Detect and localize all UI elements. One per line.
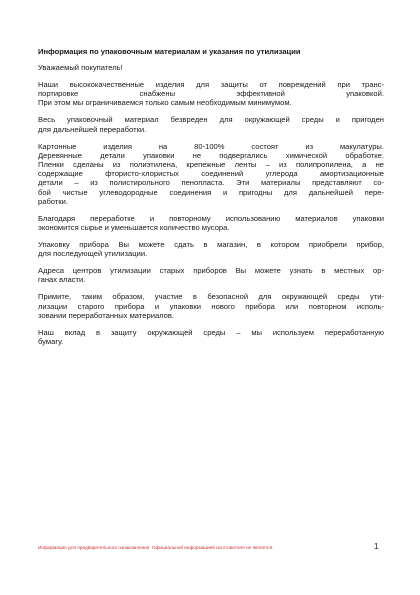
paragraph-line: Наш вклад в защиту окружающей среды – мы используем переработанную <box>38 327 384 337</box>
paragraph <box>38 142 384 206</box>
paragraph <box>38 292 384 320</box>
paragraph <box>38 214 384 232</box>
paragraph-line: Картонные изделия на 80-100% состоят из макулатуры. <box>38 141 384 151</box>
paragraph-line: Адреса центров утилизации старых приборов Вы можете узнать в местных ор- <box>38 266 384 276</box>
disclaimer-note: Информация для предварительного ознакомления. Официальной информацией изготовителя не является. <box>38 545 274 550</box>
paragraph-line: Наши высококачественные изделия для защиты от повреждений при транс- <box>38 80 384 89</box>
document-body <box>38 63 384 346</box>
paragraph-line: Весь упаковочный материал безвреден для окружающей среды и пригоден <box>38 115 384 125</box>
paragraph-line: Примите, таким образом, участие в безопасной для окружающей среды ути- <box>38 292 384 302</box>
paragraph <box>38 240 384 258</box>
paragraph <box>38 328 384 346</box>
paragraph-line: лизации старого прибора и упаковки нового прибора или повторном исполь- <box>38 301 384 311</box>
paragraph <box>38 80 384 108</box>
paragraph-line: работки. <box>38 196 69 206</box>
paragraph-line: содержащие фтористо-хлористых соединений углерода амортизационные <box>38 169 384 179</box>
paragraph-line: бой чистые углеводородные соединения и пригодны для дальнейшей пере- <box>38 187 384 197</box>
paragraph-line: Благодаря переработке и повторному использованию материалов упаковки <box>38 213 384 223</box>
paragraph <box>38 115 384 133</box>
paragraph-line: Упаковку прибора Вы можете сдать в магазин, в котором приобрели прибор, <box>38 240 384 250</box>
paragraph <box>38 63 384 72</box>
paragraph <box>38 266 384 284</box>
page-number: 1 <box>374 542 379 551</box>
paragraph-line: зовании переработанных материалов. <box>38 310 175 320</box>
paragraph-line: Пленки сделаны из полиэтилена, крепежные ленты – из полипропилена, а не <box>38 160 384 170</box>
document-page <box>38 47 384 354</box>
paragraph-line: экономится сырье и уменьшается количество мусора. <box>38 223 230 233</box>
paragraph-line: для последующей утилизации. <box>38 249 148 259</box>
paragraph-line: Уважаемый покупатель! <box>38 63 123 72</box>
paragraph-line: Деревянные детали упаковки не подвергались химической обработке. <box>38 150 384 160</box>
document-title: Информация по упаковочным материалам и указания по утилизации <box>38 47 301 56</box>
paragraph-line: ганах власти. <box>38 275 86 285</box>
paragraph-line: При этом мы ограничиваемся только самым необходимым минимумом. <box>38 98 292 108</box>
paragraph-line: бумагу. <box>38 337 64 347</box>
paragraph-line: портировке снабжены эффективной упаковкой. <box>38 89 384 99</box>
paragraph-line: детали – из полистирольного пенопласта. Эти материалы представляют со- <box>38 178 384 188</box>
paragraph-line: для дальнейшей переработки. <box>38 124 147 134</box>
